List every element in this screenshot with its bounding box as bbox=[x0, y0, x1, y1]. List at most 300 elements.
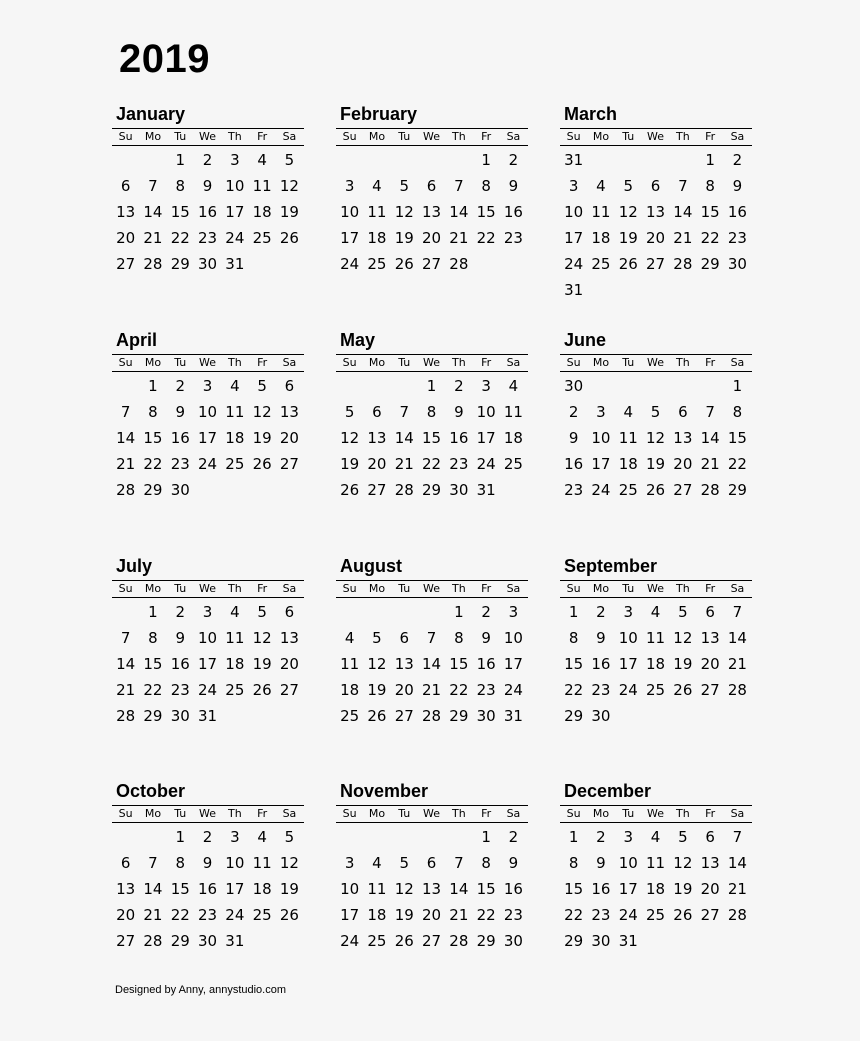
weekday-label: Sa bbox=[506, 582, 521, 595]
weekday-label: We bbox=[647, 582, 665, 595]
day-cell: 2 bbox=[202, 151, 213, 169]
weekday-header bbox=[112, 355, 304, 372]
day-cell: 25 bbox=[367, 932, 387, 950]
day-cell: 29 bbox=[700, 255, 720, 273]
day-cell: 30 bbox=[591, 707, 611, 725]
day-cell: 12 bbox=[279, 177, 299, 195]
empty-cell bbox=[112, 373, 139, 399]
day-cell: 19 bbox=[252, 655, 272, 673]
day-cell: 1 bbox=[454, 603, 464, 621]
month-name: October bbox=[116, 781, 186, 801]
weekday-label: Tu bbox=[174, 356, 187, 369]
day-cell: 2 bbox=[508, 828, 519, 846]
day-cell: 11 bbox=[618, 429, 638, 447]
day-cell: 18 bbox=[645, 655, 666, 673]
day-cell: 15 bbox=[476, 203, 496, 221]
day-cell: 25 bbox=[367, 255, 387, 273]
weekday-header bbox=[336, 581, 528, 598]
weekday-label: Su bbox=[566, 356, 581, 369]
day-cell: 18 bbox=[252, 203, 272, 221]
empty-cell bbox=[669, 147, 696, 173]
weekday-label: Tu bbox=[622, 582, 635, 595]
day-cell: 4 bbox=[230, 377, 240, 395]
day-grid bbox=[560, 373, 752, 503]
day-cell: 3 bbox=[568, 177, 579, 195]
day-cell: 30 bbox=[197, 932, 218, 950]
day-cell: 29 bbox=[170, 255, 190, 273]
weekday-header bbox=[336, 129, 528, 146]
day-cell: 23 bbox=[197, 229, 218, 247]
day-cell: 23 bbox=[591, 681, 611, 699]
weekday-label: Tu bbox=[622, 130, 635, 143]
weekday-label: We bbox=[199, 807, 217, 820]
day-cell: 20 bbox=[367, 455, 387, 473]
day-cell: 11 bbox=[252, 177, 272, 195]
day-cell: 21 bbox=[673, 229, 693, 247]
empty-cell bbox=[669, 373, 696, 399]
day-cell: 13 bbox=[279, 629, 299, 647]
day-cell: 16 bbox=[197, 203, 218, 221]
day-cell: 6 bbox=[284, 603, 295, 621]
day-cell: 1 bbox=[148, 603, 158, 621]
day-cell: 17 bbox=[340, 229, 360, 247]
day-cell: 3 bbox=[344, 854, 355, 872]
day-cell: 11 bbox=[252, 854, 272, 872]
day-cell: 29 bbox=[564, 707, 584, 725]
day-cell: 31 bbox=[503, 707, 523, 725]
day-cell: 24 bbox=[197, 455, 218, 473]
day-cell: 29 bbox=[143, 707, 163, 725]
day-cell: 2 bbox=[732, 151, 743, 169]
day-cell: 18 bbox=[503, 429, 523, 447]
day-cell: 7 bbox=[399, 403, 410, 421]
weekday-label: Th bbox=[451, 582, 466, 595]
month-july bbox=[112, 555, 304, 729]
day-cell: 3 bbox=[481, 377, 491, 395]
day-cell: 23 bbox=[197, 906, 218, 924]
day-cell: 21 bbox=[449, 229, 469, 247]
day-cell: 17 bbox=[503, 655, 523, 673]
weekday-label: Sa bbox=[282, 807, 297, 820]
day-cell: 19 bbox=[279, 880, 299, 898]
day-cell: 14 bbox=[449, 203, 469, 221]
month-name: April bbox=[116, 330, 158, 350]
day-cell: 27 bbox=[116, 255, 136, 273]
day-cell: 20 bbox=[421, 906, 442, 924]
day-cell: 11 bbox=[225, 403, 245, 421]
day-cell: 21 bbox=[449, 906, 469, 924]
weekday-header bbox=[560, 129, 752, 146]
day-cell: 14 bbox=[143, 203, 163, 221]
weekday-label: Tu bbox=[174, 807, 187, 820]
day-cell: 11 bbox=[645, 854, 666, 872]
weekday-label: Mo bbox=[592, 356, 610, 369]
day-cell: 12 bbox=[340, 429, 360, 447]
month-september bbox=[560, 555, 752, 729]
day-cell: 24 bbox=[225, 229, 245, 247]
weekday-label: Th bbox=[451, 356, 466, 369]
day-cell: 6 bbox=[426, 854, 437, 872]
weekday-label: Th bbox=[451, 807, 466, 820]
day-cell: 6 bbox=[705, 828, 715, 846]
empty-cell bbox=[391, 824, 418, 850]
day-cell: 20 bbox=[645, 229, 666, 247]
day-cell: 7 bbox=[148, 177, 158, 195]
day-cell: 7 bbox=[732, 828, 743, 846]
day-cell: 1 bbox=[148, 377, 158, 395]
day-cell: 28 bbox=[421, 707, 442, 725]
day-cell: 16 bbox=[503, 203, 523, 221]
weekday-label: We bbox=[647, 356, 665, 369]
day-cell: 25 bbox=[591, 255, 611, 273]
day-cell: 12 bbox=[252, 403, 272, 421]
day-cell: 22 bbox=[564, 681, 584, 699]
day-cell: 24 bbox=[197, 681, 218, 699]
weekday-label: Sa bbox=[506, 356, 521, 369]
day-cell: 26 bbox=[252, 681, 272, 699]
month-name: May bbox=[340, 330, 376, 350]
weekday-header bbox=[336, 806, 528, 823]
empty-cell bbox=[336, 599, 363, 625]
day-cell: 3 bbox=[202, 377, 213, 395]
day-cell: 11 bbox=[503, 403, 523, 421]
weekday-label: Tu bbox=[398, 130, 411, 143]
day-cell: 17 bbox=[197, 429, 218, 447]
day-cell: 7 bbox=[148, 854, 158, 872]
day-cell: 4 bbox=[344, 629, 355, 647]
empty-cell bbox=[391, 599, 418, 625]
month-name: August bbox=[340, 556, 402, 576]
day-cell: 6 bbox=[372, 403, 382, 421]
weekday-label: We bbox=[647, 130, 665, 143]
day-cell: 24 bbox=[564, 255, 584, 273]
day-grid bbox=[336, 599, 528, 729]
day-cell: 6 bbox=[650, 177, 661, 195]
day-cell: 13 bbox=[394, 655, 414, 673]
day-cell: 31 bbox=[225, 932, 245, 950]
weekday-label: Mo bbox=[144, 582, 162, 595]
weekday-label: Fr bbox=[705, 582, 716, 595]
day-cell: 8 bbox=[568, 629, 579, 647]
empty-cell bbox=[642, 147, 669, 173]
day-cell: 28 bbox=[394, 481, 414, 499]
day-cell: 18 bbox=[225, 655, 245, 673]
day-cell: 23 bbox=[476, 681, 496, 699]
day-cell: 22 bbox=[727, 455, 747, 473]
weekday-label: Sa bbox=[506, 807, 521, 820]
day-cell: 28 bbox=[116, 481, 136, 499]
day-cell: 1 bbox=[705, 151, 715, 169]
weekday-label: Sa bbox=[730, 582, 745, 595]
day-cell: 28 bbox=[727, 906, 747, 924]
day-cell: 25 bbox=[340, 707, 360, 725]
day-cell: 5 bbox=[399, 854, 410, 872]
day-cell: 7 bbox=[426, 629, 437, 647]
month-october bbox=[112, 780, 304, 954]
day-cell: 30 bbox=[727, 255, 747, 273]
day-cell: 30 bbox=[503, 932, 523, 950]
empty-cell bbox=[391, 147, 418, 173]
day-cell: 29 bbox=[421, 481, 442, 499]
day-cell: 30 bbox=[170, 481, 190, 499]
month-name: November bbox=[340, 781, 429, 801]
day-cell: 28 bbox=[143, 932, 163, 950]
day-cell: 14 bbox=[700, 429, 720, 447]
day-cell: 24 bbox=[591, 481, 611, 499]
day-cell: 13 bbox=[673, 429, 693, 447]
day-cell: 1 bbox=[175, 151, 186, 169]
day-cell: 10 bbox=[564, 203, 584, 221]
footer-credit: Designed by Anny, annystudio.com bbox=[115, 984, 287, 996]
day-cell: 5 bbox=[257, 377, 267, 395]
day-cell: 31 bbox=[564, 281, 584, 299]
empty-cell bbox=[139, 824, 166, 850]
day-cell: 18 bbox=[367, 906, 387, 924]
day-cell: 24 bbox=[225, 906, 245, 924]
empty-cell bbox=[363, 824, 390, 850]
day-cell: 10 bbox=[225, 854, 245, 872]
weekday-label: Su bbox=[342, 807, 357, 820]
day-cell: 15 bbox=[143, 429, 163, 447]
day-cell: 6 bbox=[284, 377, 295, 395]
day-cell: 11 bbox=[340, 655, 360, 673]
day-cell: 26 bbox=[394, 932, 414, 950]
day-cell: 8 bbox=[175, 854, 186, 872]
day-cell: 13 bbox=[421, 880, 442, 898]
day-cell: 3 bbox=[596, 403, 606, 421]
month-april bbox=[112, 329, 304, 503]
day-cell: 9 bbox=[454, 403, 464, 421]
day-cell: 15 bbox=[476, 880, 496, 898]
weekday-label: Mo bbox=[368, 582, 386, 595]
year-title: 2019 bbox=[119, 37, 210, 81]
day-cell: 7 bbox=[120, 629, 131, 647]
weekday-label: Fr bbox=[257, 807, 268, 820]
day-cell: 14 bbox=[727, 629, 747, 647]
month-november bbox=[336, 780, 528, 954]
day-cell: 27 bbox=[394, 707, 414, 725]
weekday-label: Tu bbox=[398, 356, 411, 369]
day-cell: 23 bbox=[170, 681, 190, 699]
day-cell: 18 bbox=[591, 229, 611, 247]
day-cell: 4 bbox=[257, 828, 267, 846]
day-cell: 22 bbox=[700, 229, 720, 247]
day-cell: 7 bbox=[454, 177, 464, 195]
day-grid bbox=[112, 147, 304, 277]
day-cell: 9 bbox=[202, 177, 213, 195]
day-grid bbox=[560, 147, 752, 303]
day-cell: 14 bbox=[116, 429, 136, 447]
empty-cell bbox=[112, 824, 139, 850]
empty-cell bbox=[445, 824, 472, 850]
weekday-header bbox=[112, 581, 304, 598]
weekday-label: We bbox=[423, 807, 441, 820]
day-cell: 25 bbox=[645, 906, 666, 924]
weekday-header bbox=[112, 129, 304, 146]
day-cell: 14 bbox=[673, 203, 693, 221]
day-cell: 22 bbox=[421, 455, 442, 473]
day-cell: 17 bbox=[340, 906, 360, 924]
day-cell: 5 bbox=[284, 151, 295, 169]
empty-cell bbox=[418, 599, 445, 625]
weekday-header bbox=[560, 806, 752, 823]
day-cell: 21 bbox=[421, 681, 442, 699]
weekday-label: Su bbox=[342, 582, 357, 595]
day-cell: 6 bbox=[120, 177, 131, 195]
day-cell: 13 bbox=[116, 203, 136, 221]
day-cell: 4 bbox=[508, 377, 519, 395]
day-cell: 16 bbox=[170, 429, 190, 447]
day-cell: 13 bbox=[116, 880, 136, 898]
day-cell: 5 bbox=[344, 403, 355, 421]
weekday-label: We bbox=[199, 582, 217, 595]
day-cell: 21 bbox=[116, 681, 136, 699]
day-cell: 2 bbox=[175, 603, 186, 621]
day-cell: 13 bbox=[279, 403, 299, 421]
month-name: March bbox=[564, 104, 618, 124]
empty-cell bbox=[391, 373, 418, 399]
day-cell: 31 bbox=[197, 707, 218, 725]
day-cell: 19 bbox=[673, 655, 693, 673]
day-cell: 10 bbox=[476, 403, 496, 421]
day-cell: 20 bbox=[421, 229, 442, 247]
day-grid bbox=[560, 599, 752, 729]
day-cell: 17 bbox=[225, 880, 245, 898]
day-cell: 10 bbox=[618, 854, 638, 872]
day-cell: 16 bbox=[591, 655, 611, 673]
day-cell: 12 bbox=[618, 203, 638, 221]
day-cell: 27 bbox=[116, 932, 136, 950]
day-cell: 28 bbox=[673, 255, 693, 273]
day-cell: 18 bbox=[367, 229, 387, 247]
day-cell: 1 bbox=[732, 377, 743, 395]
day-cell: 12 bbox=[394, 203, 414, 221]
day-cell: 25 bbox=[225, 455, 245, 473]
weekday-label: Fr bbox=[481, 130, 492, 143]
day-cell: 15 bbox=[700, 203, 720, 221]
weekday-label: We bbox=[199, 356, 217, 369]
day-cell: 20 bbox=[279, 429, 299, 447]
day-cell: 29 bbox=[564, 932, 584, 950]
day-cell: 31 bbox=[618, 932, 638, 950]
weekday-label: Su bbox=[118, 130, 133, 143]
day-cell: 5 bbox=[372, 629, 382, 647]
day-cell: 22 bbox=[564, 906, 584, 924]
day-cell: 5 bbox=[284, 828, 295, 846]
month-january bbox=[112, 103, 304, 277]
day-cell: 9 bbox=[596, 854, 606, 872]
weekday-label: Su bbox=[118, 356, 133, 369]
day-cell: 21 bbox=[116, 455, 136, 473]
empty-cell bbox=[615, 373, 642, 399]
day-cell: 3 bbox=[202, 603, 213, 621]
day-cell: 8 bbox=[481, 177, 491, 195]
weekday-label: Th bbox=[227, 356, 242, 369]
day-cell: 3 bbox=[230, 151, 240, 169]
empty-cell bbox=[418, 147, 445, 173]
month-august bbox=[336, 555, 528, 729]
weekday-label: Tu bbox=[398, 807, 411, 820]
day-cell: 6 bbox=[399, 629, 410, 647]
day-cell: 27 bbox=[421, 255, 442, 273]
empty-cell bbox=[615, 147, 642, 173]
day-cell: 23 bbox=[503, 229, 523, 247]
weekday-label: Mo bbox=[144, 807, 162, 820]
weekday-label: Su bbox=[118, 582, 133, 595]
day-cell: 1 bbox=[481, 151, 491, 169]
day-grid bbox=[112, 599, 304, 729]
day-cell: 8 bbox=[481, 854, 491, 872]
empty-cell bbox=[587, 373, 614, 399]
day-cell: 6 bbox=[120, 854, 131, 872]
weekday-label: Tu bbox=[622, 356, 635, 369]
weekday-label: Mo bbox=[368, 130, 386, 143]
day-cell: 1 bbox=[568, 603, 579, 621]
month-may bbox=[336, 329, 528, 503]
day-cell: 13 bbox=[700, 854, 720, 872]
day-cell: 25 bbox=[503, 455, 523, 473]
day-cell: 11 bbox=[225, 629, 245, 647]
weekday-label: Th bbox=[451, 130, 466, 143]
day-cell: 10 bbox=[618, 629, 638, 647]
day-cell: 11 bbox=[367, 880, 387, 898]
day-cell: 3 bbox=[508, 603, 519, 621]
day-cell: 27 bbox=[279, 455, 299, 473]
day-cell: 26 bbox=[673, 906, 693, 924]
day-cell: 16 bbox=[591, 880, 611, 898]
day-cell: 12 bbox=[252, 629, 272, 647]
day-cell: 9 bbox=[202, 854, 213, 872]
day-cell: 1 bbox=[426, 377, 437, 395]
day-cell: 22 bbox=[449, 681, 469, 699]
day-cell: 21 bbox=[143, 906, 163, 924]
weekday-label: Th bbox=[227, 582, 242, 595]
day-cell: 27 bbox=[700, 906, 720, 924]
weekday-label: We bbox=[199, 130, 217, 143]
day-cell: 17 bbox=[618, 655, 638, 673]
weekday-label: Fr bbox=[481, 807, 492, 820]
empty-cell bbox=[112, 599, 139, 625]
day-cell: 8 bbox=[175, 177, 186, 195]
day-grid bbox=[560, 824, 752, 954]
day-cell: 26 bbox=[394, 255, 414, 273]
day-cell: 5 bbox=[257, 603, 267, 621]
day-cell: 28 bbox=[116, 707, 136, 725]
weekday-label: Th bbox=[227, 130, 242, 143]
day-cell: 19 bbox=[367, 681, 387, 699]
day-cell: 8 bbox=[148, 629, 158, 647]
day-cell: 16 bbox=[170, 655, 190, 673]
day-cell: 1 bbox=[481, 828, 491, 846]
day-cell: 22 bbox=[170, 906, 190, 924]
day-cell: 13 bbox=[367, 429, 387, 447]
day-cell: 3 bbox=[623, 828, 634, 846]
day-cell: 17 bbox=[197, 655, 218, 673]
empty-cell bbox=[336, 824, 363, 850]
day-cell: 6 bbox=[426, 177, 437, 195]
day-cell: 29 bbox=[449, 707, 469, 725]
weekday-label: Mo bbox=[592, 582, 610, 595]
day-cell: 1 bbox=[568, 828, 579, 846]
weekday-label: We bbox=[423, 582, 441, 595]
day-cell: 4 bbox=[596, 177, 606, 195]
weekday-label: Sa bbox=[730, 807, 745, 820]
day-cell: 7 bbox=[454, 854, 464, 872]
day-cell: 13 bbox=[645, 203, 666, 221]
day-cell: 7 bbox=[678, 177, 688, 195]
weekday-label: Th bbox=[675, 130, 690, 143]
day-cell: 2 bbox=[596, 828, 606, 846]
